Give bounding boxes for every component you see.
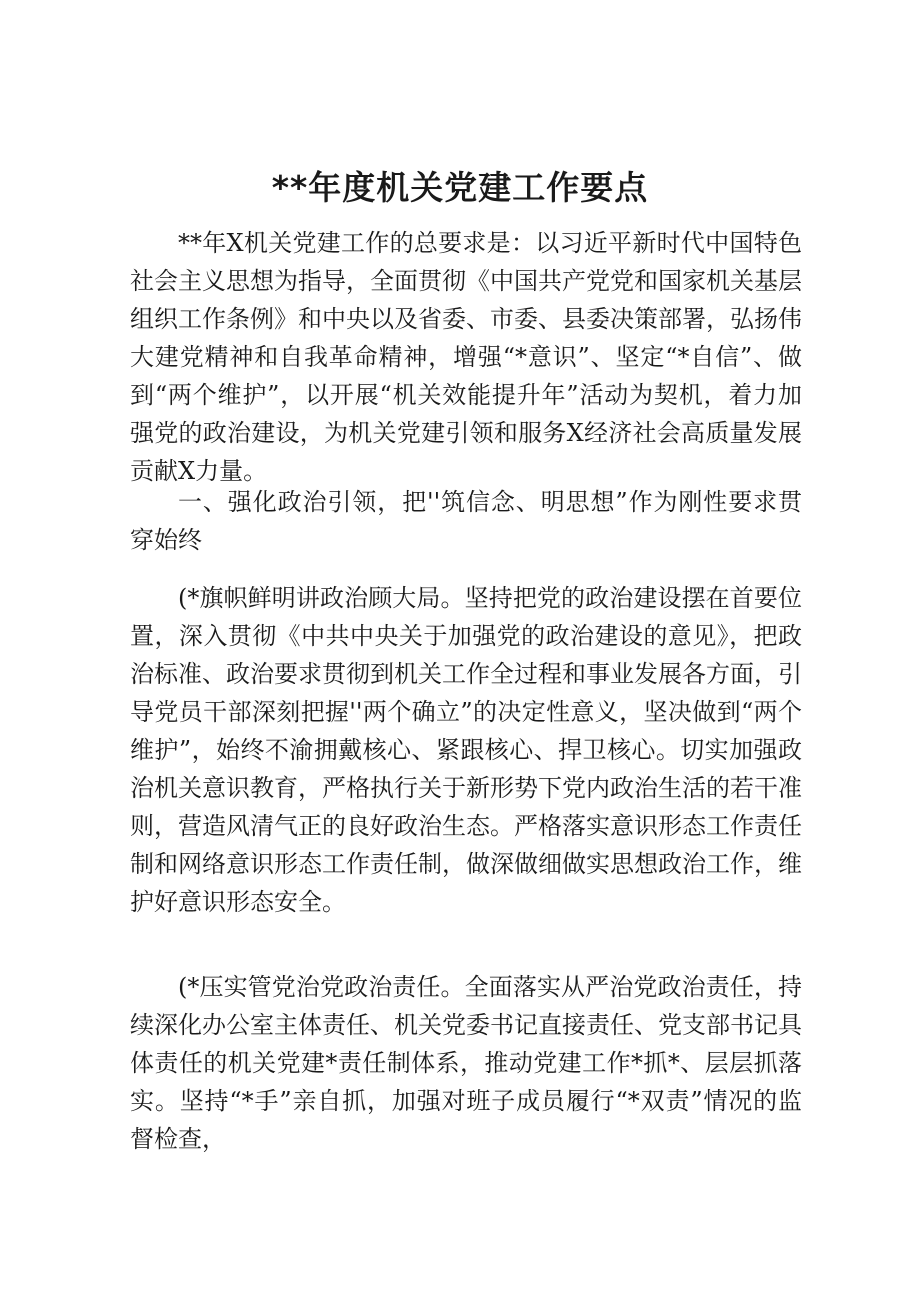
section-heading: 一、强化政治引领，把''筑信念、明思想”作为刚性要求贯穿始终 bbox=[130, 488, 802, 554]
body-paragraph: (*旗帜鲜明讲政治顾大局。坚持把党的政治建设摆在首要位置，深入贯彻《中共中央关于加强党的政治建设的意见》，把政治标准、政治要求贯彻到机关工作全过程和事业发展各方面，引导党员干部深刻把握''两个确立”的决定性意义，坚决做到“两个维护”，始终不渝拥戴核心、紧跟核心、捍卫核心。切实加强政治机关意识教育，严格执行关于新形势下党内政治生活的若干准则，营造风清气正的良好政治生态。严格落实意识形态工作责任制和网络意识形态工作责任制，做深做细做实思想政治工作，维护好意识形态安全。 bbox=[130, 584, 802, 916]
body-paragraph: (*压实管党治党政治责任。全面落实从严治党政治责任，持续深化办公室主体责任、机关党委书记直接责任、党支部书记具体责任的机关党建*责任制体系，推动党建工作*抓*、层层抓落实。坚持“*手”亲自抓，加强对班子成员履行“*双责”情况的监督检查， bbox=[130, 973, 802, 1153]
document-title: **年度机关党建工作要点 bbox=[271, 168, 649, 207]
intro-paragraph: **年X机关党建工作的总要求是：以习近平新时代中国特色社会主义思想为指导，全面贯彻《中国共产党党和国家机关基层组织工作条例》和中央以及省委、市委、县委决策部署，弘扬伟大建党精神和自我革命精神，增强“*意识”、坚定“*自信”、做到“两个维护”，以开展“机关效能提升年”活动为契机，着力加强党的政治建设，为机关党建引领和服务X经济社会高质量发展贡献X力量。 bbox=[130, 229, 802, 485]
